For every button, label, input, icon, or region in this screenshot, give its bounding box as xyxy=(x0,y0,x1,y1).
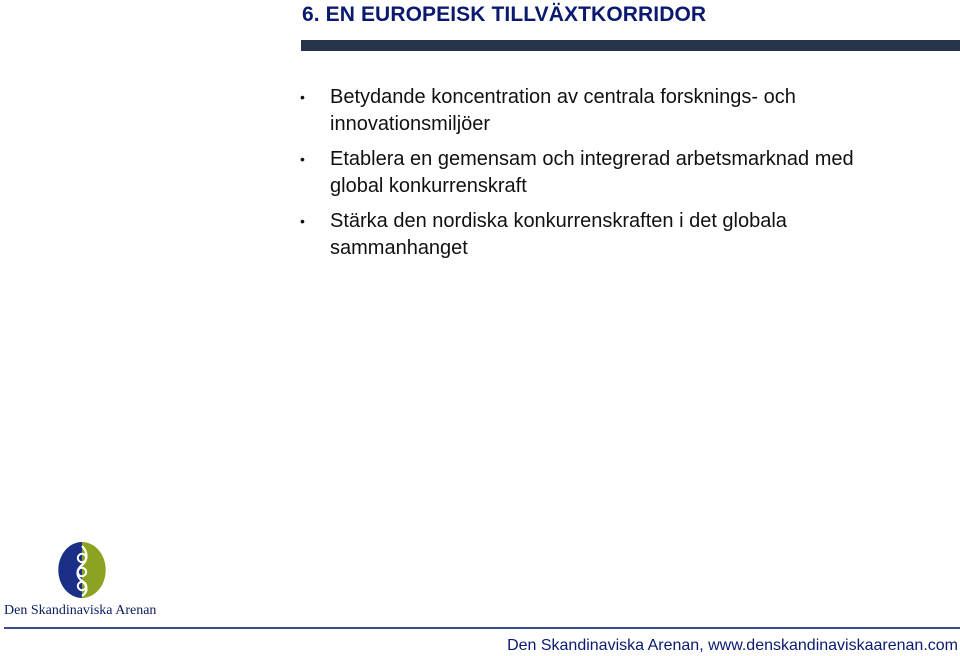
skandinaviska-arenan-logo-icon xyxy=(58,540,106,600)
slide-title: 6. EN EUROPEISK TILLVÄXTKORRIDOR xyxy=(302,3,707,26)
bullet-item xyxy=(300,146,940,199)
footer-text: Den Skandinaviska Arenan, www.denskandinaviskaarenan.com xyxy=(507,637,958,654)
bullet-item xyxy=(300,84,940,137)
bullet-text-line2: innovationsmiljöer xyxy=(330,112,491,135)
bullet-text-line2: global konkurrenskraft xyxy=(330,174,527,197)
bullet-text-line1: Etablera en gemensam och integrerad arbetsmarknad med xyxy=(330,148,854,170)
bullet-text-line1: Betydande koncentration av centrala forsknings- och xyxy=(330,86,796,108)
title-underline-bar xyxy=(301,40,960,51)
bullet-text-line1: Stärka den nordiska konkurrenskraften i det globala xyxy=(330,210,787,232)
bullet-list xyxy=(300,84,940,270)
bullet-item xyxy=(300,208,940,261)
bullet-icon: • xyxy=(300,89,305,105)
bullet-text-line2: sammanhanget xyxy=(330,236,468,259)
bullet-icon: • xyxy=(300,213,305,229)
footer-divider xyxy=(4,627,960,629)
bullet-icon: • xyxy=(300,151,305,167)
brand-name: Den Skandinaviska Arenan xyxy=(4,603,157,618)
